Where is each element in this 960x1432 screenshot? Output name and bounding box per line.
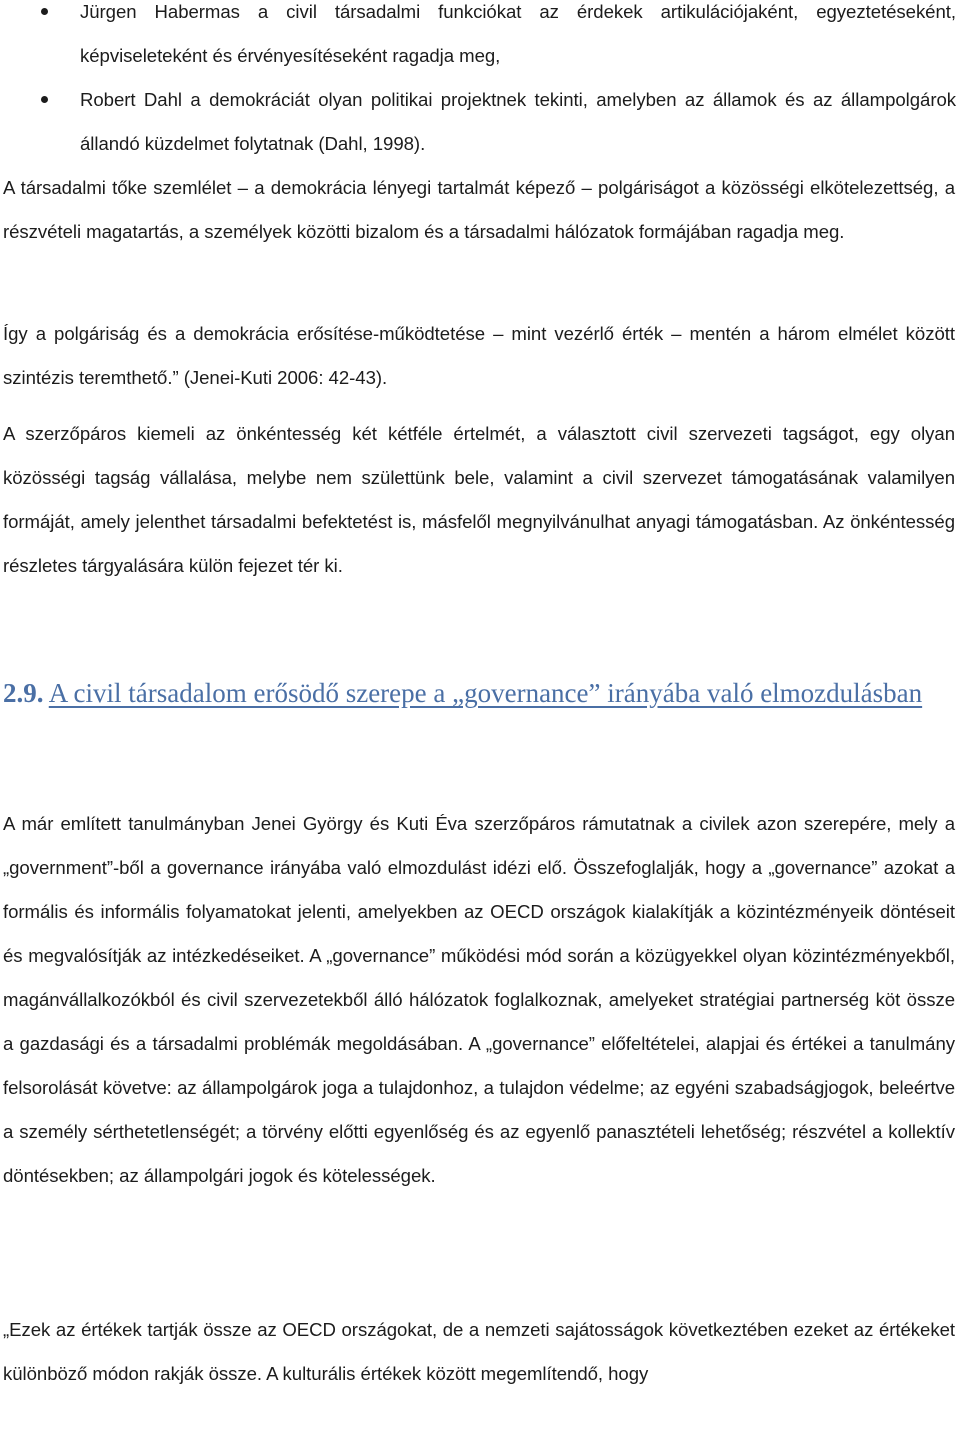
- paragraph-volunteering: A szerzőpáros kiemeli az önkéntesség két kétféle értelmét, a választott civil szervezeti tagságot, egy olyan közösségi tagság vállalása, melybe nem születtünk bele, valamint a civil szervezet támogatásának valamilyen formáját, amely jelenthet társadalmi befektetést is, másfelől megnyilvánulhat anyagi támogatásban. Az önkéntesség részletes tárgyalására külön fejezet tér ki.: [3, 423, 955, 576]
- bullet-item: [0, 78, 960, 166]
- paragraph-oecd-values: „Ezek az értékek tartják össze az OECD országokat, de a nemzeti sajátosságok következtében ezeket az értékeket különböző módon rakják össze. A kulturális értékek között megemlítendő, hogy: [3, 1319, 955, 1384]
- bullet-text: Jürgen Habermas a civil társadalmi funkciókat az érdekek artikulációjaként, egyeztetéseként, képviseleteként és érvényesítéseként ragadja meg,: [80, 1, 956, 66]
- bullet-text: Robert Dahl a demokráciát olyan politikai projektnek tekinti, amelyben az államok és az állampolgárok állandó küzdelmet folytatnak (Dahl, 1998).: [80, 89, 956, 154]
- bullet-dot-icon: [41, 8, 48, 15]
- section-heading: [3, 674, 943, 713]
- paragraph-synthesis: Így a polgáriság és a demokrácia erősítése-működtetése – mint vezérlő érték – mentén a három elmélet között szintézis teremthető.” (Jenei-Kuti 2006: 42-43).: [3, 323, 955, 388]
- bullet-list: [0, 0, 960, 166]
- paragraph-social-capital: A társadalmi tőke szemlélet – a demokrácia lényegi tartalmát képező – polgáriságot a közösségi elkötelezettség, a részvételi magatartás, a személyek közötti bizalom és a társadalmi hálózatok formájában ragadja meg.: [3, 177, 955, 242]
- bullet-item: [0, 0, 960, 78]
- section-number: 2.9.: [3, 678, 44, 708]
- paragraph-governance: A már említett tanulmányban Jenei György és Kuti Éva szerzőpáros rámutatnak a civilek azon szerepére, mely a „government”-ből a governance irányába való elmozdulást idézi elő. Összefoglalják, hogy a „governance” azokat a formális és informális folyamatokat jelenti, amelyekben az OECD országok kialakítják a közintézményeik döntéseit és megvalósítják az intézkedéseiket. A „governance” működési mód során a közügyekkel olyan közintézményekből, magánvállalkozókból és civil szervezetekből álló hálózatok foglalkoznak, amelyeket stratégiai partnerség köt össze a gazdasági és a társadalmi problémák megoldásában. A „governance” előfeltételei, alapjai és értékei a tanulmány felsorolását követve: az állampolgárok joga a tulajdonhoz, a tulajdon védelme; az egyéni szabadságjogok, beleértve a személy sérthetetlenségét; a törvény előtti egyenlőség és az egyenlő panasztételi lehetőség; részvétel a kollektív döntésekben; az állampolgári jogok és kötelességek.: [3, 813, 955, 1186]
- bullet-dot-icon: [41, 96, 48, 103]
- section-title: A civil társadalom erősödő szerepe a „governance” irányába való elmozdulásban: [48, 678, 923, 708]
